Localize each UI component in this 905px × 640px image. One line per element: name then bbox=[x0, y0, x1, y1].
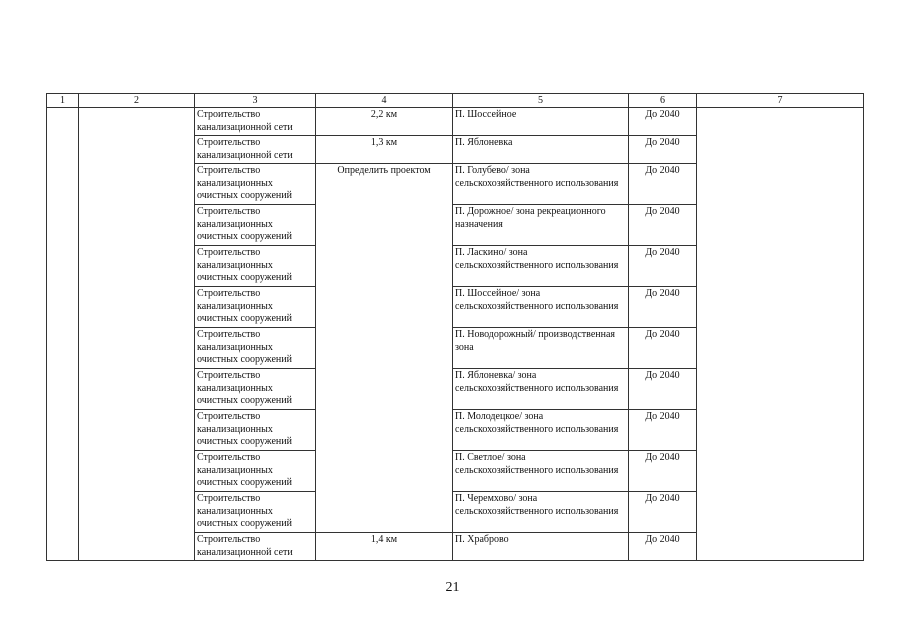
work-cell: Строительство канализационных очистных сооружений bbox=[195, 410, 316, 451]
scope-cell: 2,2 км bbox=[316, 108, 453, 136]
deadline-cell: До 2040 bbox=[629, 136, 697, 164]
header-cell: 2 bbox=[79, 94, 195, 108]
header-cell: 4 bbox=[316, 94, 453, 108]
work-cell: Строительство канализационных очистных сооружений bbox=[195, 164, 316, 205]
work-cell: Строительство канализационной сети bbox=[195, 108, 316, 136]
deadline-cell: До 2040 bbox=[629, 108, 697, 136]
col7-cell bbox=[697, 108, 864, 561]
page-number: 21 bbox=[445, 580, 460, 595]
deadline-cell: До 2040 bbox=[629, 533, 697, 561]
work-cell: Строительство канализационных очистных сооружений bbox=[195, 246, 316, 287]
deadline-cell: До 2040 bbox=[629, 246, 697, 287]
location-cell: П. Яблоневка/ зона сельскохозяйственного использования bbox=[453, 369, 629, 410]
location-cell: П. Яблоневка bbox=[453, 136, 629, 164]
col1-cell bbox=[47, 108, 79, 561]
scope-cell: 1,4 км bbox=[316, 533, 453, 561]
location-cell: П. Ласкино/ зона сельскохозяйственного использования bbox=[453, 246, 629, 287]
deadline-cell: До 2040 bbox=[629, 287, 697, 328]
scope-cell: 1,3 км bbox=[316, 136, 453, 164]
deadline-cell: До 2040 bbox=[629, 410, 697, 451]
location-cell: П. Новодорожный/ производственная зона bbox=[453, 328, 629, 369]
deadline-cell: До 2040 bbox=[629, 328, 697, 369]
col2-cell bbox=[79, 108, 195, 561]
deadline-cell: До 2040 bbox=[629, 164, 697, 205]
deadline-cell: До 2040 bbox=[629, 492, 697, 533]
location-cell: П. Шоссейное/ зона сельскохозяйственного использования bbox=[453, 287, 629, 328]
work-cell: Строительство канализационных очистных сооружений bbox=[195, 205, 316, 246]
work-cell: Строительство канализационной сети bbox=[195, 533, 316, 561]
header-cell: 1 bbox=[47, 94, 79, 108]
work-cell: Строительство канализационных очистных сооружений bbox=[195, 328, 316, 369]
location-cell: П. Дорожное/ зона рекреационного назначения bbox=[453, 205, 629, 246]
table-row bbox=[47, 108, 864, 136]
work-cell: Строительство канализационной сети bbox=[195, 136, 316, 164]
location-cell: П. Черемхово/ зона сельскохозяйственного использования bbox=[453, 492, 629, 533]
location-cell: П. Шоссейное bbox=[453, 108, 629, 136]
header-cell: 5 bbox=[453, 94, 629, 108]
work-cell: Строительство канализационных очистных сооружений bbox=[195, 369, 316, 410]
location-cell: П. Светлое/ зона сельскохозяйственного использования bbox=[453, 451, 629, 492]
location-cell: П. Голубево/ зона сельскохозяйственного использования bbox=[453, 164, 629, 205]
header-cell: 7 bbox=[697, 94, 864, 108]
deadline-cell: До 2040 bbox=[629, 369, 697, 410]
scope-cell: Определить проектом bbox=[316, 164, 453, 533]
work-cell: Строительство канализационных очистных сооружений bbox=[195, 451, 316, 492]
work-cell: Строительство канализационных очистных сооружений bbox=[195, 492, 316, 533]
header-row bbox=[47, 94, 864, 108]
location-cell: П. Храброво bbox=[453, 533, 629, 561]
deadline-cell: До 2040 bbox=[629, 451, 697, 492]
requirements-table bbox=[46, 93, 864, 561]
deadline-cell: До 2040 bbox=[629, 205, 697, 246]
header-cell: 6 bbox=[629, 94, 697, 108]
location-cell: П. Молодецкое/ зона сельскохозяйственного использования bbox=[453, 410, 629, 451]
header-cell: 3 bbox=[195, 94, 316, 108]
work-cell: Строительство канализационных очистных сооружений bbox=[195, 287, 316, 328]
